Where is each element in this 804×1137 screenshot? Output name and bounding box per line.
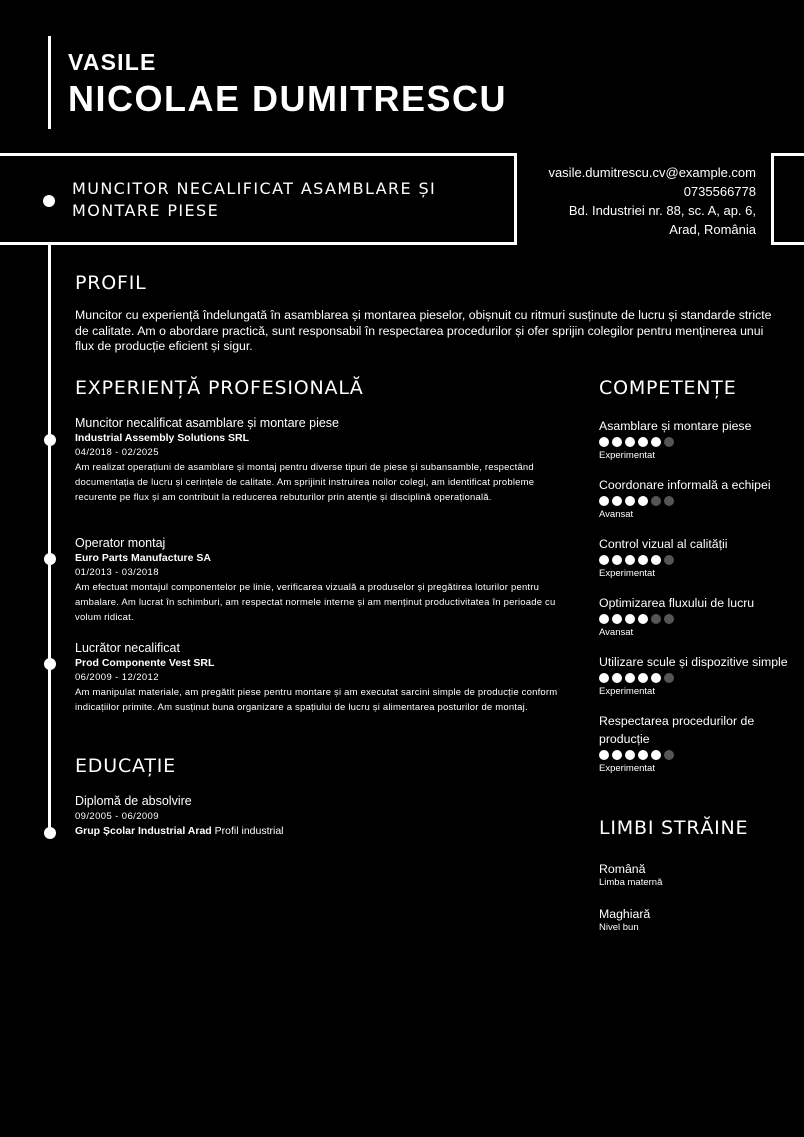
rating-dot-filled	[638, 673, 648, 683]
language-name: Română	[599, 862, 646, 876]
experience-item	[75, 535, 565, 625]
rating-dot-filled	[599, 437, 609, 447]
rating-dot-empty	[664, 614, 674, 624]
rating-dot-filled	[612, 437, 622, 447]
rating-dot-empty	[651, 496, 661, 506]
timeline-dot	[44, 434, 56, 446]
job-title: MUNCITOR NECALIFICAT ASAMBLARE ȘI MONTARE PIESE	[72, 179, 437, 220]
profile-text: Muncitor cu experiență îndelungată în asamblarea și montarea pieselor, obișnuit cu ritmuri susținute de lucru și standarde stricte de calitate. Am o abordare practică, sunt responsabil în respectarea procedurilor și ofer sprijin colegilor pentru menținerea unui flux de producție eficient și sigur.	[75, 308, 772, 353]
skills-list	[599, 417, 799, 789]
language-item	[599, 861, 799, 889]
contact-block	[548, 163, 756, 239]
rating-dot-filled	[625, 437, 635, 447]
contact-address-line2: Arad, România	[669, 222, 756, 237]
last-name: NICOLAE DUMITRESCU	[68, 78, 507, 119]
contact-address-line1: Bd. Industriei nr. 88, sc. A, ap. 6,	[568, 203, 756, 218]
skill-level: Experimentat	[599, 568, 655, 579]
rating-dot-filled	[638, 750, 648, 760]
skill-item	[599, 476, 799, 521]
rating-dot-filled	[625, 555, 635, 565]
skill-rating	[599, 750, 799, 760]
rating-dot-filled	[612, 555, 622, 565]
first-name: VASILE	[68, 49, 157, 75]
languages-list	[599, 861, 799, 951]
rating-dot-filled	[599, 750, 609, 760]
education-profile: Profil industrial	[214, 825, 284, 837]
title-bullet-dot	[43, 195, 55, 207]
rating-dot-filled	[625, 614, 635, 624]
job-dates: 06/2009 - 12/2012	[75, 672, 159, 683]
contact-frame-edge	[771, 153, 804, 245]
rating-dot-filled	[651, 750, 661, 760]
rating-dot-filled	[599, 614, 609, 624]
job-description: Am realizat operațiuni de asamblare și montaj pentru diverse tipuri de piese și subansamble, respectând documentația de lucru și cerințele de calitate. Am sprijinit instruirea noilor colegi, am identificat probleme recurente pe flux și am contribuit la reducerea rebuturilor prin atenție și disciplină operațională.	[75, 462, 535, 503]
rating-dot-filled	[599, 555, 609, 565]
contact-email[interactable]: vasile.dumitrescu.cv@example.com	[548, 165, 756, 180]
education-school: Grup Școlar Industrial Arad	[75, 825, 212, 837]
skill-rating	[599, 555, 799, 565]
timeline-dot	[44, 658, 56, 670]
timeline-dot	[44, 827, 56, 839]
education-dates: 09/2005 - 06/2009	[75, 811, 159, 822]
rating-dot-filled	[612, 614, 622, 624]
profile-heading: PROFIL	[75, 272, 147, 294]
language-item	[599, 906, 799, 934]
job-dates: 04/2018 - 02/2025	[75, 447, 159, 458]
rating-dot-filled	[599, 496, 609, 506]
rating-dot-empty	[651, 614, 661, 624]
experience-item	[75, 415, 565, 505]
timeline-line	[48, 245, 51, 837]
skill-rating	[599, 437, 799, 447]
rating-dot-filled	[651, 555, 661, 565]
rating-dot-filled	[599, 673, 609, 683]
skill-name: Optimizarea fluxului de lucru	[599, 596, 755, 610]
job-description: Am manipulat materiale, am pregătit piese pentru montare și am executat sarcini simple de producție conform indicațiilor primite. Am susținut buna organizare a spațiului de lucru și alimentarea posturilor de montaj.	[75, 687, 558, 713]
rating-dot-filled	[612, 673, 622, 683]
contact-phone[interactable]: 0735566778	[683, 184, 756, 199]
skill-rating	[599, 496, 799, 506]
skill-item	[599, 712, 799, 775]
rating-dot-filled	[638, 437, 648, 447]
skill-name: Asamblare și montare piese	[599, 419, 752, 433]
education-degree: Diplomă de absolvire	[75, 794, 192, 808]
skill-item	[599, 535, 799, 580]
skill-level: Experimentat	[599, 686, 655, 697]
skill-name: Utilizare scule și dispozitive simple	[599, 655, 788, 669]
job-company: Industrial Assembly Solutions SRL	[75, 432, 250, 444]
name-accent-bar	[48, 36, 51, 129]
rating-dot-filled	[625, 673, 635, 683]
rating-dot-filled	[651, 673, 661, 683]
job-description: Am efectuat montajul componentelor pe linie, verificarea vizuală a produselor și pregătirea loturilor pentru ambalare. Am lucrat în schimburi, am respectat normele interne și am menținut productivitatea în perioade cu volum ridicat.	[75, 582, 556, 623]
skills-heading: COMPETENȚE	[599, 377, 737, 399]
skill-name: Respectarea procedurilor de producție	[599, 714, 755, 746]
skill-item	[599, 417, 799, 462]
language-level: Nivel bun	[599, 922, 639, 933]
skill-level: Avansat	[599, 627, 634, 638]
rating-dot-filled	[625, 750, 635, 760]
rating-dot-filled	[651, 437, 661, 447]
rating-dot-empty	[664, 496, 674, 506]
job-company: Prod Componente Vest SRL	[75, 657, 215, 669]
skill-item	[599, 594, 799, 639]
rating-dot-filled	[612, 496, 622, 506]
education-item	[75, 793, 555, 838]
skill-item	[599, 653, 799, 698]
job-position: Lucrător necalificat	[75, 641, 180, 655]
rating-dot-empty	[664, 673, 674, 683]
skill-level: Experimentat	[599, 763, 655, 774]
experience-item	[75, 640, 565, 715]
rating-dot-filled	[625, 496, 635, 506]
timeline-dot	[44, 553, 56, 565]
skill-name: Coordonare informală a echipei	[599, 478, 771, 492]
language-level: Limba maternă	[599, 877, 663, 888]
job-position: Operator montaj	[75, 536, 166, 550]
experience-heading: EXPERIENȚĂ PROFESIONALĂ	[75, 377, 364, 399]
skill-name: Control vizual al calității	[599, 537, 728, 551]
skill-level: Experimentat	[599, 450, 655, 461]
rating-dot-filled	[612, 750, 622, 760]
rating-dot-empty	[664, 750, 674, 760]
job-company: Euro Parts Manufacture SA	[75, 552, 211, 564]
education-school-line	[75, 824, 555, 838]
skill-rating	[599, 614, 799, 624]
rating-dot-empty	[664, 555, 674, 565]
rating-dot-empty	[664, 437, 674, 447]
skill-rating	[599, 673, 799, 683]
education-heading: EDUCAȚIE	[75, 755, 176, 777]
languages-heading: LIMBI STRĂINE	[599, 817, 749, 839]
rating-dot-filled	[638, 614, 648, 624]
rating-dot-filled	[638, 555, 648, 565]
job-dates: 01/2013 - 03/2018	[75, 567, 159, 578]
skill-level: Avansat	[599, 509, 634, 520]
rating-dot-filled	[638, 496, 648, 506]
job-position: Muncitor necalificat asamblare și montare piese	[75, 416, 340, 430]
language-name: Maghiară	[599, 907, 651, 921]
